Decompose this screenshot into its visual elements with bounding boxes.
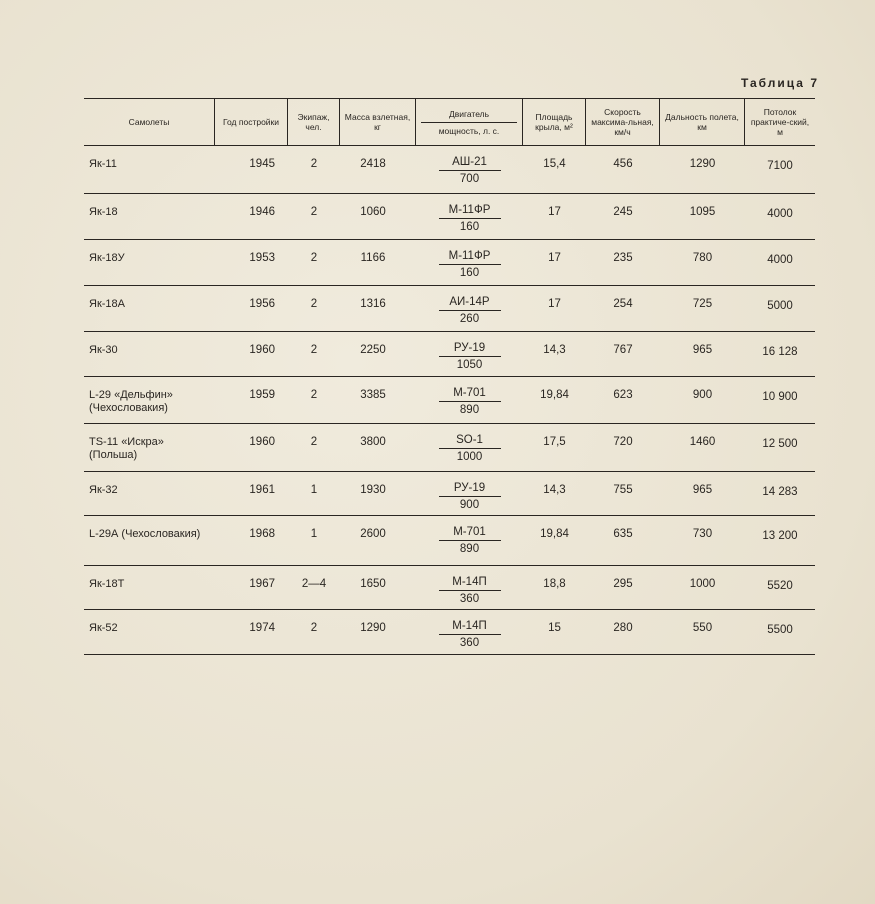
table-row [84, 377, 815, 424]
cell-engine [416, 146, 523, 193]
cell-crew: 2 [310, 436, 318, 448]
header-engine-label: Двигатель [421, 109, 517, 123]
cell-mass: 1290 [360, 622, 386, 634]
cell-year: 1974 [249, 622, 275, 634]
cell-range: 780 [692, 252, 713, 264]
cell-mass: 1060 [360, 206, 386, 218]
cell-aircraft: Як-18У [89, 252, 125, 264]
cell-wing: 17 [548, 252, 561, 264]
cell-aircraft: Як-11 [89, 158, 117, 170]
cell-mass: 1650 [360, 578, 386, 590]
header-engine [416, 99, 523, 145]
cell-wing: 19,84 [540, 528, 569, 540]
table-row [84, 146, 815, 194]
cell-speed: 720 [613, 436, 633, 448]
cell-engine [416, 194, 523, 239]
cell-engine [416, 472, 523, 515]
header-engine-power: мощность, л. с. [438, 125, 500, 136]
cell-mass: 1316 [360, 298, 386, 310]
cell-wing: 14,3 [543, 484, 566, 496]
cell-year: 1967 [249, 578, 275, 590]
cell-crew: 2 [310, 206, 318, 218]
engine-power: 360 [459, 593, 480, 605]
table-caption: Таблица 7 [740, 76, 819, 90]
engine-name: М-701 [439, 387, 501, 402]
cell-range: 900 [692, 389, 713, 401]
header-wing: Площадь крыла, м² [523, 99, 586, 145]
engine-name: РУ-19 [439, 342, 501, 357]
header-crew: Экипаж, чел. [288, 99, 340, 145]
engine-name: М-701 [439, 526, 501, 541]
engine-name: М-14П [439, 576, 501, 591]
cell-ceiling: 5000 [767, 300, 793, 312]
cell-range: 550 [692, 622, 713, 634]
cell-mass: 1930 [360, 484, 386, 496]
table-row [84, 286, 815, 332]
table-row [84, 240, 815, 286]
cell-wing: 17,5 [543, 436, 566, 448]
table-row [84, 472, 815, 516]
cell-year: 1961 [249, 484, 275, 496]
cell-year: 1945 [249, 158, 275, 170]
engine-name: SO-1 [439, 434, 501, 449]
cell-crew: 2 [310, 298, 318, 310]
cell-ceiling: 5500 [767, 624, 793, 636]
cell-wing: 15 [548, 622, 561, 634]
header-mass: Масса взлетная, кг [340, 99, 416, 145]
cell-engine [416, 240, 523, 285]
table-body [84, 146, 815, 655]
table-row [84, 332, 815, 377]
cell-ceiling: 16 128 [762, 346, 798, 358]
cell-engine [416, 377, 523, 423]
table-header [84, 98, 815, 146]
cell-wing: 15,4 [543, 158, 566, 170]
table-row [84, 424, 815, 472]
table-row [84, 194, 815, 240]
cell-ceiling: 7100 [767, 160, 793, 172]
cell-aircraft: Як-18А [89, 298, 125, 310]
engine-name: М-11ФР [439, 250, 501, 265]
cell-mass: 3800 [360, 436, 386, 448]
cell-aircraft: Як-52 [89, 622, 118, 634]
cell-crew: 1 [310, 528, 318, 540]
cell-engine [416, 516, 523, 565]
cell-crew: 2 [310, 622, 318, 634]
header-ceiling: Потолок практиче-ский, м [750, 107, 810, 137]
cell-year: 1956 [249, 298, 275, 310]
cell-ceiling: 10 900 [762, 391, 798, 403]
cell-aircraft: Як-32 [89, 484, 118, 496]
cell-speed: 254 [613, 298, 633, 310]
cell-crew: 1 [310, 484, 318, 496]
engine-power: 890 [459, 404, 480, 416]
cell-speed: 295 [613, 578, 633, 590]
cell-year: 1960 [249, 436, 275, 448]
cell-range: 965 [692, 344, 713, 356]
cell-aircraft: L-29 «Дельфин» (Чехословакия) [89, 389, 173, 414]
cell-range: 1000 [689, 578, 716, 590]
cell-aircraft: Як-18Т [89, 578, 125, 590]
cell-ceiling: 12 500 [762, 438, 798, 450]
table-row [84, 566, 815, 610]
cell-speed: 456 [613, 158, 633, 170]
aircraft-table [84, 98, 815, 655]
header-range: Дальность полета, км [660, 99, 745, 145]
cell-engine [416, 566, 523, 609]
engine-name: АШ-21 [439, 156, 501, 171]
cell-crew: 2 [310, 344, 318, 356]
engine-name: АИ-14Р [439, 296, 501, 311]
engine-power: 1000 [456, 451, 483, 463]
cell-mass: 2250 [360, 344, 386, 356]
cell-wing: 14,3 [543, 344, 566, 356]
cell-speed: 280 [613, 622, 633, 634]
table-row [84, 610, 815, 655]
engine-power: 1050 [456, 359, 483, 371]
header-aircraft: Самолеты [84, 99, 215, 145]
cell-wing: 17 [548, 206, 561, 218]
engine-power: 160 [459, 267, 480, 279]
cell-speed: 635 [613, 528, 633, 540]
engine-power: 260 [459, 313, 480, 325]
engine-power: 360 [459, 637, 480, 649]
cell-speed: 623 [613, 389, 633, 401]
cell-aircraft: Як-18 [89, 206, 118, 218]
cell-year: 1959 [249, 389, 275, 401]
cell-aircraft: L-29А (Чехословакия) [89, 528, 201, 540]
cell-wing: 19,84 [540, 389, 569, 401]
engine-name: М-14П [439, 620, 501, 635]
cell-engine [416, 286, 523, 331]
cell-range: 965 [692, 484, 713, 496]
cell-ceiling: 4000 [767, 208, 793, 220]
cell-mass: 2418 [360, 158, 386, 170]
cell-range: 1460 [689, 436, 716, 448]
cell-ceiling: 14 283 [762, 486, 798, 498]
cell-range: 1290 [689, 158, 716, 170]
table-row [84, 516, 815, 566]
cell-ceiling: 5520 [767, 580, 793, 592]
engine-name: РУ-19 [439, 482, 501, 497]
cell-crew: 2—4 [301, 578, 327, 590]
cell-speed: 767 [613, 344, 633, 356]
cell-speed: 235 [613, 252, 633, 264]
engine-power: 160 [459, 221, 480, 233]
cell-engine [416, 610, 523, 654]
cell-crew: 2 [310, 252, 318, 264]
cell-year: 1946 [249, 206, 275, 218]
cell-mass: 2600 [360, 528, 386, 540]
cell-mass: 1166 [360, 252, 386, 264]
cell-range: 730 [692, 528, 713, 540]
cell-wing: 18,8 [543, 578, 566, 590]
engine-power: 900 [459, 499, 480, 511]
cell-engine [416, 332, 523, 376]
cell-ceiling: 4000 [767, 254, 793, 266]
header-speed: Скорость максима-льная, км/ч [586, 99, 660, 145]
engine-power: 890 [459, 543, 480, 555]
engine-power: 700 [459, 173, 480, 185]
cell-range: 725 [692, 298, 713, 310]
cell-mass: 3385 [360, 389, 386, 401]
cell-ceiling: 13 200 [762, 530, 798, 542]
cell-wing: 17 [548, 298, 561, 310]
cell-aircraft: TS-11 «Искра» (Польша) [89, 436, 164, 461]
cell-speed: 755 [613, 484, 633, 496]
cell-year: 1953 [249, 252, 275, 264]
cell-speed: 245 [613, 206, 633, 218]
cell-crew: 2 [310, 158, 318, 170]
cell-crew: 2 [310, 389, 318, 401]
engine-name: М-11ФР [439, 204, 501, 219]
cell-year: 1968 [249, 528, 275, 540]
cell-year: 1960 [249, 344, 275, 356]
header-year: Год постройки [215, 99, 288, 145]
cell-aircraft: Як-30 [89, 344, 118, 356]
cell-engine [416, 424, 523, 471]
cell-range: 1095 [689, 206, 716, 218]
